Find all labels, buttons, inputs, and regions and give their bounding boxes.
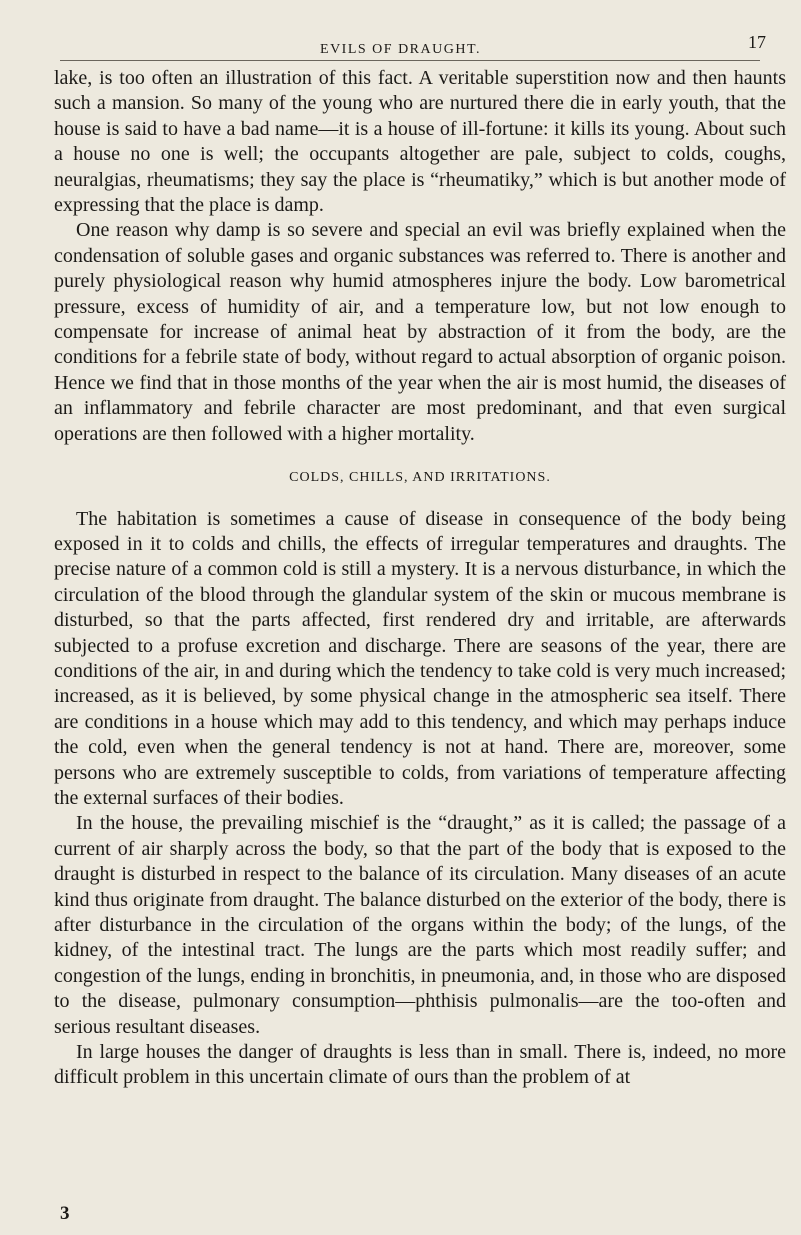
paragraph-1: lake, is too often an illustration of this fact. A veritable superstition now and then haunts such a mansion. So many of the young who are nurtured there die in early youth, that the house is said to have a bad name—it is a house of ill-fortune: it kills its young. About such a house no one is well; the occupants altogether are pale, subject to colds, coughs, neuralgias, rheumatisms; they say the place is “rheumatiky,” which is but another mode of expressing that the place is damp. [54,67,786,217]
section-heading: COLDS, CHILLS, AND IRRITATIONS. [289,470,551,486]
page-number: 17 [748,32,766,52]
paragraph-5: In large houses the danger of draughts is less than in small. There is, indeed, no more difficult problem in this uncertain climate of ours than the problem of at [54,1041,786,1089]
paragraph-4: In the house, the prevailing mischief is the “draught,” as it is called; the passage of a current of air sharply across the body, so that the part of the body that is exposed to the draught is disturbed in respect to the balance of its circulation. Many diseases of an acute kind thus originate from draught. The balance disturbed on the exterior of the body, there is after disturbance in the circulation of the organs within the body; of the lungs, of the kidney, of the intestinal tract. The lungs are the parts which most readily suffer; and congestion of the lungs, ending in bronchitis, in pneumonia, and, in those who are disposed to the disease, pulmonary consumption—phthisis pulmonalis—are the too-often and serious resultant diseases. [54,812,786,1038]
paragraph-3: The habitation is sometimes a cause of disease in consequence of the body being exposed in it to colds and chills, the effects of irregular temperatures and draughts. The precise nature of a common cold is still a mystery. It is a nervous disturbance, in which the circulation of the blood through the glandular system of the skin or mucous membrane is disturbed, so that the parts affected, first rendered dry and irritable, are afterwards subjected to a profuse excretion and discharge. There are seasons of the year, there are conditions of the air, in and during which the tendency to take cold is very much increased; increased, as it is believed, by some physical change in the atmospheric sea itself. There are conditions in a house which may add to this tendency, and which may perhaps induce the cold, even when the general tendency is not at hand. There are, moreover, some persons who are extremely susceptible to colds, from variations of temperature affecting the external surfaces of their bodies. [54,507,786,809]
paragraph-2: One reason why damp is so severe and special an evil was briefly explained when the condensation of soluble gases and organic substances was referred to. There is another and purely physiological reason why humid atmospheres injure the body. Low barometrical pressure, excess of humidity of air, and a temperature low, but not low enough to compensate for increase of animal heat by abstraction of it from the body, are the conditions for a febrile state of body, without regard to actual absorption of organic poison. Hence we find that in those months of the year when the air is most humid, the diseases of an inflammatory and febrile character are most predominant, and that even surgical operations are then followed with a higher mortality. [54,219,786,445]
header-rule [60,60,760,61]
body-text [54,66,786,1091]
signature-mark: 3 [60,1203,70,1224]
running-title: EVILS OF DRAUGHT. [320,42,481,57]
